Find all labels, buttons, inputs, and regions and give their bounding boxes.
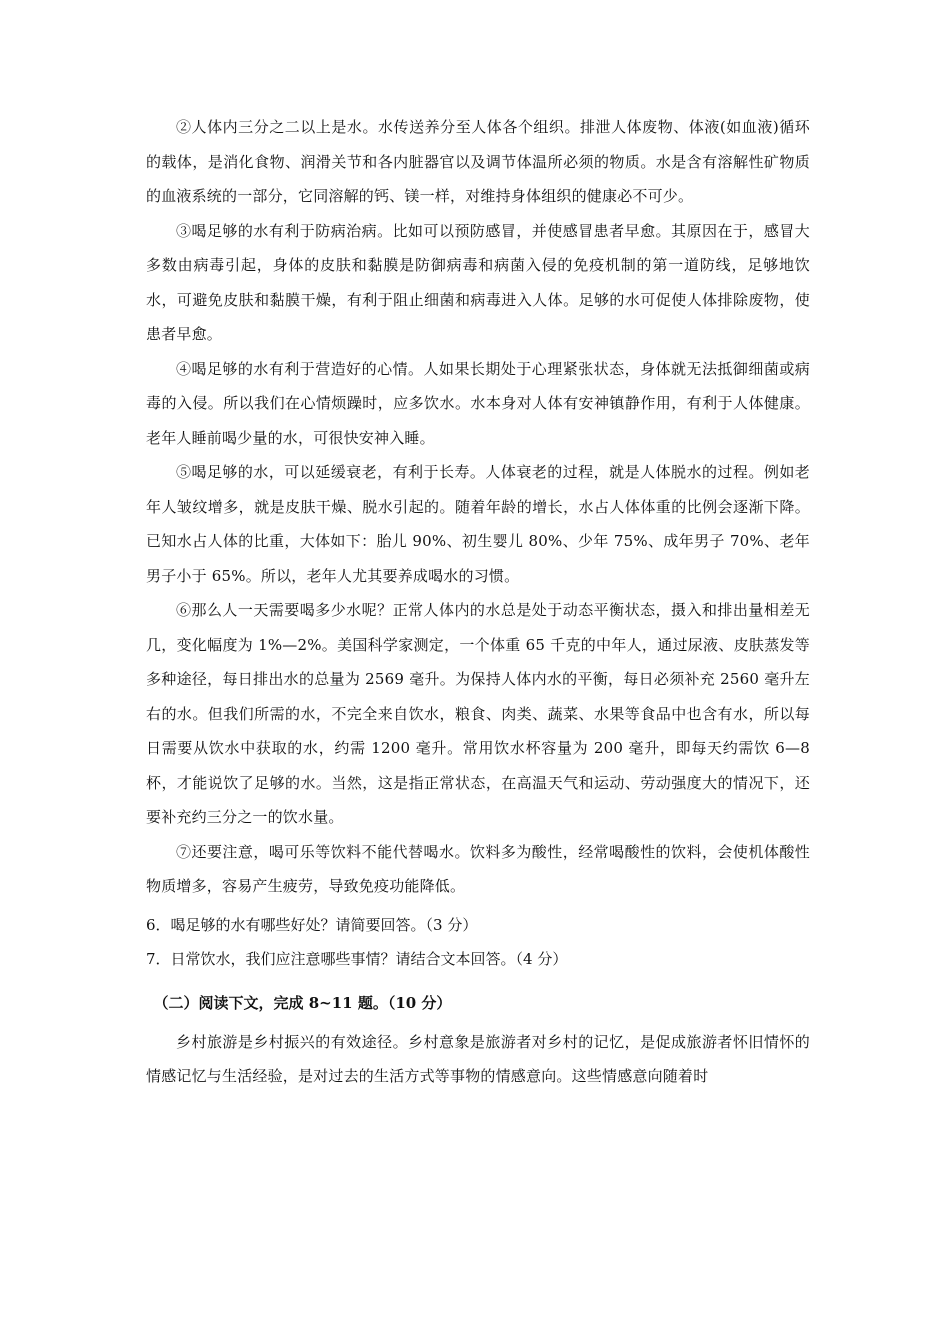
paragraph-6: ⑥那么人一天需要喝多少水呢？正常人体内的水总是处于动态平衡状态，摄入和排出量相差无几，变化幅度为 1%—2%。美国科学家测定，一个体重 65 千克的中年人，通过尿液、皮肤蒸发等多种途径，每日排出水的总量为 2569 毫升。为保持人体内水的平衡，每日必须补充 2560 毫升左右的水。但我们所需的水，不完全来自饮水，粮食、肉类、蔬菜、水果等食品中也含有水，所以每日需要从饮水中获取的水，约需 1200 毫升。常用饮水杯容量为 200 毫升，即每天约需饮 6—8 杯，才能说饮了足够的水。当然，这是指正常状态，在高温天气和运动、劳动强度大的情况下，还要补充约三分之一的饮水量。 (146, 601, 810, 826)
paragraph-4: ④喝足够的水有利于营造好的心情。人如果长期处于心理紧张状态，身体就无法抵御细菌或病毒的入侵。所以我们在心情烦躁时，应多饮水。水本身对人体有安神镇静作用，有利于人体健康。老年人睡前喝少量的水，可很快安神入睡。 (146, 359, 810, 447)
question-7: 7．日常饮水，我们应注意哪些事情？请结合文本回答。（4 分） (146, 950, 568, 968)
paragraph-3: ③喝足够的水有利于防病治病。比如可以预防感冒，并使感冒患者早愈。其原因在于，感冒大多数由病毒引起，身体的皮肤和黏膜是防御病毒和病菌入侵的免疫机制的第一道防线，足够地饮水，可避免皮肤和黏膜干燥，有利于阻止细菌和病毒进入人体。足够的水可促使人体排除废物，使患者早愈。 (146, 221, 810, 343)
section-2-title: （二）阅读下文，完成 8~11 题。（10 分） (153, 993, 452, 1012)
section-2-paragraph: 乡村旅游是乡村振兴的有效途径。乡村意象是旅游者对乡村的记忆，是促成旅游者怀旧情怀的情感记忆与生活经验，是对过去的生活方式等事物的情感意向。这些情感意向随着时 (146, 1032, 810, 1085)
paragraph-7: ⑦还要注意，喝可乐等饮料不能代替喝水。饮料多为酸性，经常喝酸性的饮料，会使机体酸性物质增多，容易产生疲劳，导致免疫功能降低。 (146, 842, 810, 895)
document-page (146, 110, 810, 1094)
question-6: 6．喝足够的水有哪些好处？请简要回答。（3 分） (146, 915, 478, 934)
paragraph-5: ⑤喝足够的水，可以延缓衰老，有利于长寿。人体衰老的过程，就是人体脱水的过程。例如老年人皱纹增多，就是皮肤干燥、脱水引起的。随着年龄的增长，水占人体体重的比例会逐渐下降。已知水占人体的比重，大体如下：胎儿 90%、初生婴儿 80%、少年 75%、成年男子 70%、老年男子小于 65%。所以，老年人尤其要养成喝水的习惯。 (146, 463, 810, 585)
paragraph-2: ②人体内三分之二以上是水。水传送养分至人体各个组织。排泄人体废物、体液(如血液)循环的载体，是消化食物、润滑关节和各内脏器官以及调节体温所必须的物质。水是含有溶解性矿物质的血液系统的一部分，它同溶解的钙、镁一样，对维持身体组织的健康必不可少。 (146, 118, 810, 205)
